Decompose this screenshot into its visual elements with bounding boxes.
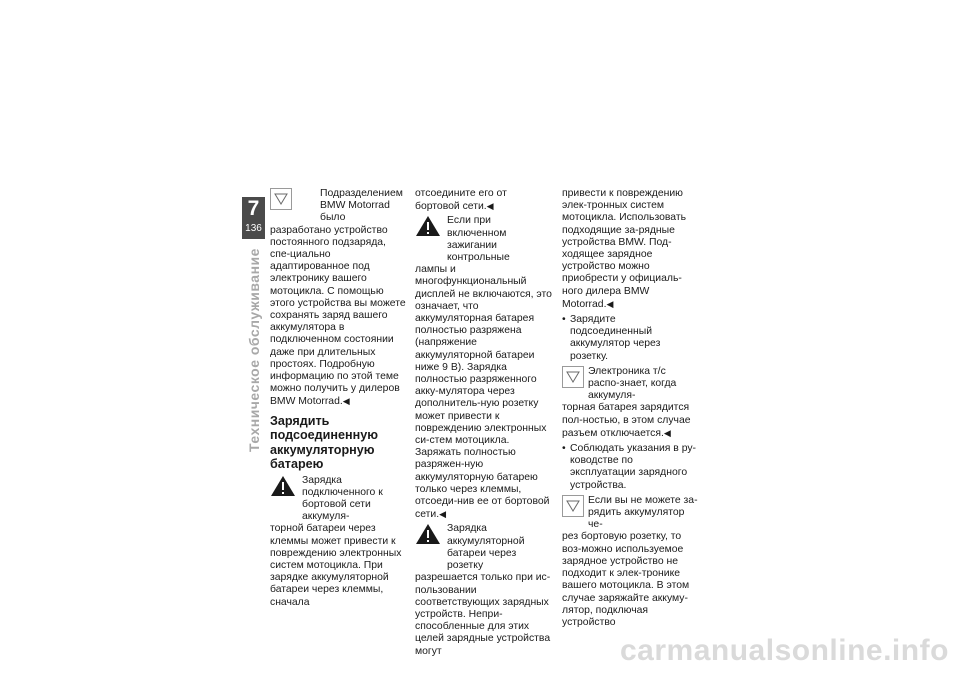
section-heading: Зарядить подсоединенную аккумуляторную батарею [270,413,378,472]
note-triangle-icon [270,188,292,210]
note-paragraph [562,495,700,629]
note-text: торная батарея зарядится пол-ностью, в этом случае разъем отключается. [562,402,691,439]
column-2 [415,188,553,658]
paragraph-text: отсоедините его от бортовой сети. [415,188,507,213]
column-3 [562,188,700,629]
end-mark: ◀ [606,298,614,309]
watermark: carmanualsonline.info [620,634,949,667]
paragraph [415,447,553,521]
warning-paragraph [415,523,553,657]
end-mark: ◀ [663,427,671,438]
note-lead: Электроника т/с распо-знает, когда аккумуля- [588,365,677,402]
paragraph-text: Заряжать полностью разряжен-ную аккумуляторную батарею только через клеммы, отсоеди-нив ее от бортовой сети. [415,447,550,521]
note-text: разработано устройство постоянного подзаряда, спе-циально адаптированное под электронику вашего мотоцикла. С помощью этого устройства вы можете сохранять заряд вашего аккумулятора в подключенном состоянии даже при длительных простоях. Подробную информацию по этой теме можно получить у дилеров BMW Motorrad. [270,224,406,408]
warning-lead: Зарядка подключенного к бортовой сети аккумуля- [302,474,383,523]
note-paragraph [270,188,408,409]
warning-icon [270,475,296,497]
warning-text: разрешается только при ис-пользовании соответствующих зарядных устройств. Непри-способленные для этих целей зарядные устройства могут [415,572,551,657]
chapter-title: Техническое обслуживание [246,248,262,452]
warning-paragraph [270,475,408,609]
end-mark: ◀ [439,509,447,520]
page-number: 136 [245,223,262,234]
note-lead: Подразделением BMW Motorrad было [320,188,403,224]
paragraph [415,188,553,213]
warning-icon [415,523,441,545]
note-triangle-icon [562,495,584,517]
note-text: рез бортовую розетку, то воз-можно используемое зарядное устройство не подходит к элек-тронике вашего мотоцикла. В этом случае заряжайте аккуму-лятор, подключая устройство [562,531,690,628]
warning-paragraph [415,215,553,447]
note-paragraph [562,366,700,440]
warning-text: лампы и многофункциональный дисплей не включаются, это означает, что аккумуляторная батарея полностью разряжена (напряжение аккумуляторной батареи ниже 9 В). Зарядка полностью разряженного акку-мулятора через дополнитель-ную розетку может привести к повреждению электронных си-стем мотоцикла. [415,264,552,447]
end-mark: ◀ [486,201,494,212]
paragraph-text: привести к повреждению элек-тронных систем мотоцикла. Использовать подходящие за-рядные устройства BMW. Под-ходящее зарядное устройство можно приобрести у официаль-ного дилера BMW Motorrad. [562,188,687,310]
end-mark: ◀ [342,396,350,407]
warning-lead: Если при включенном зажигании контрольные [447,215,510,264]
bullet-item: • Соблюдать указания в ру-ководстве по эксплуатации зарядного устройства. [562,443,700,492]
column-1 [270,188,408,609]
chapter-number: 7 [247,197,260,220]
bullet-item: • Зарядите подсоединенный аккумулятор через розетку. [562,314,700,363]
warning-text: торной батареи через клеммы может привести к повреждению электронных систем мотоцикла. При зарядке аккумуляторной батареи через клеммы, сначала [270,523,402,608]
warning-icon [415,215,441,237]
paragraph [562,188,700,311]
note-triangle-icon [562,366,584,388]
note-lead: Если вы не можете за-рядить аккумулятор че- [588,494,698,531]
warning-lead: Зарядка аккумуляторной батареи через розетку [447,523,525,572]
